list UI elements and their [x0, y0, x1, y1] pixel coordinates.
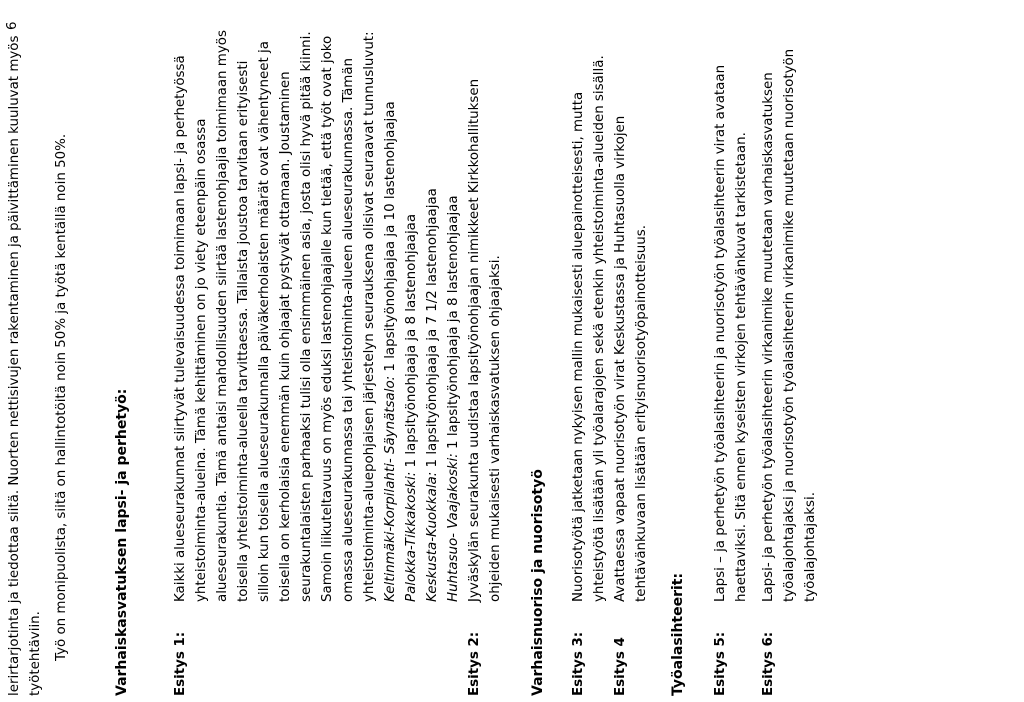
body-line: Avattaessa vapaat nuorisotyön virat Keskustassa ja Huhtasuolla virkojen [613, 115, 628, 602]
body-line: Kaikki alueseurakunnat siirtyvät tulevaisuudessa toimimaan lapsi- ja perhetyössä [173, 55, 188, 602]
esitys-label: Esitys 2: [467, 631, 482, 696]
page-number: 6 [5, 21, 20, 30]
unit-name: Keskusta-Kuokkala: [425, 471, 440, 602]
esitys-6-body [758, 49, 821, 602]
esitys-2-body [464, 79, 506, 602]
unit-line [380, 30, 401, 602]
body-line: Lapsi – ja perhetyön työalasihteerin ja nuorisotyön työalasihteerin virat avataan [713, 64, 728, 602]
body-line: yhteistoiminta-alueina. Tämä kehittäminen on jo viety eteenpäin osassa [194, 118, 209, 602]
esitys-5-body [710, 65, 752, 602]
body-line: työalajohtajaksi. [803, 492, 818, 602]
body-line: toisella on kerholaisia enemmän kuin ohjaajat pystyvät ottamaan. Joustaminen [278, 71, 293, 602]
unit-staff: 1 lapsityönohjaajaa ja 10 lastenohjaajaa [383, 101, 398, 376]
unit-name: Huhtasuo- Vaajakoski: [446, 453, 461, 602]
intro-line: lerirtarjotinta ja tiedottaa siitä. Nuorten nettisivujen rakentaminen ja päivittäminen kuuluvat myös [7, 35, 22, 696]
body-line: tehtävänkuvaan lisätään erityisnuorisotyöpainotteisuus. [634, 225, 649, 602]
unit-staff: 1 lapsityönohjaaja ja 8 lastenohjaajaa [446, 195, 461, 454]
body-line: toisella yhteistoiminta-alueella tarvittaessa. Tällaista joustoa tarvitaan erityisesti [236, 60, 251, 602]
esitys-4-body [610, 116, 652, 602]
esitys-3-body [568, 55, 610, 602]
section-heading: Työalasihteerit: [670, 572, 686, 696]
body-line: omassa alueseurakunnassa tai yhteistoiminta-alueen alueseurakunnassa. Tämän [341, 57, 356, 602]
section-heading: Varhaiskasvatuksen lapsi- ja perhetyö: [114, 388, 130, 696]
unit-line [422, 30, 443, 602]
unit-staff: 1 lapsityönohjaaja ja 7 1/2 lastenohjaajaa [425, 188, 440, 472]
body-line: Lapsi- ja perhetyön työalasihteerin virkanimike muutetaan varhaiskasvatuksen [761, 72, 776, 602]
esitys-1-body [170, 30, 464, 602]
unit-name: Keltinmäki-Korpilahti- Säynätsalo: [383, 375, 398, 602]
section-heading: Varhaisnuoriso ja nuorisotyö [530, 469, 546, 696]
unit-line [443, 30, 464, 602]
body-line: työalajohtajaksi ja nuorisotyön työalasihteerin virkanimike muutetaan nuorisotyön [782, 48, 797, 602]
body-line: silloin kun toisella alueseurakunnalla päiväkerholaisten määrät ovat vähentyneet ja [257, 41, 272, 602]
body-line: haettaviksi. Sitä ennen kyseisten virkojen tehtävänkuvat tarkistetaan. [734, 132, 749, 602]
esitys-label: Esitys 4 [613, 637, 628, 696]
unit-name: Palokka-Tikkakoski: [404, 471, 419, 602]
body-line: yhteistyötä lisätään yli työalarajojen sekä etenkin yhteistoiminta-alueiden sisällä. [592, 55, 607, 602]
esitys-label: Esitys 6: [761, 631, 776, 696]
body-line: yhteistoiminta-aluepohjaisen järjestelyn seurauksena olisivat seuraavat tunnusluvut: [362, 31, 377, 602]
body-line: Nuorisotyötä jatketaan nykyisen mallin mukaisesti aluepainotteisesti, mutta [571, 91, 586, 602]
intro-paragraph [4, 36, 46, 696]
body-line: Jyväskylän seurakunta uudistaa lapsityönohjaajan nimikkeet Kirkkohallituksen [467, 78, 482, 602]
intro-note: Työ on monipuolista, siitä on hallintotöitä noin 50% ja työtä kentällä noin 50%. [54, 133, 69, 661]
intro-line: työtehtäviin. [28, 611, 43, 696]
esitys-label: Esitys 3: [571, 631, 586, 696]
body-line: ohjeiden mukaisesti varhaiskasvatuksen ohjaajaksi. [488, 255, 503, 602]
unit-line [401, 30, 422, 602]
esitys-label: Esitys 1: [173, 631, 188, 696]
unit-staff: 1 lapsityönohjaaja ja 8 lastenohjaajaa [404, 213, 419, 472]
body-line: alueseurakuntia. Tämä antaisi mahdollisuuden siirtää lastenohjaajia toimimaan myös [215, 30, 230, 602]
esitys-label: Esitys 5: [713, 631, 728, 696]
body-line: seurakuntalaisten parhaaksi tulisi olla ensimmäinen asia, josta olisi hyvä pitää kiinni. [299, 31, 314, 602]
body-line: Samoin liikuteltavuus on myös eduksi lastenohjaajalle kun tietää, että työt ovat joko [320, 35, 335, 602]
